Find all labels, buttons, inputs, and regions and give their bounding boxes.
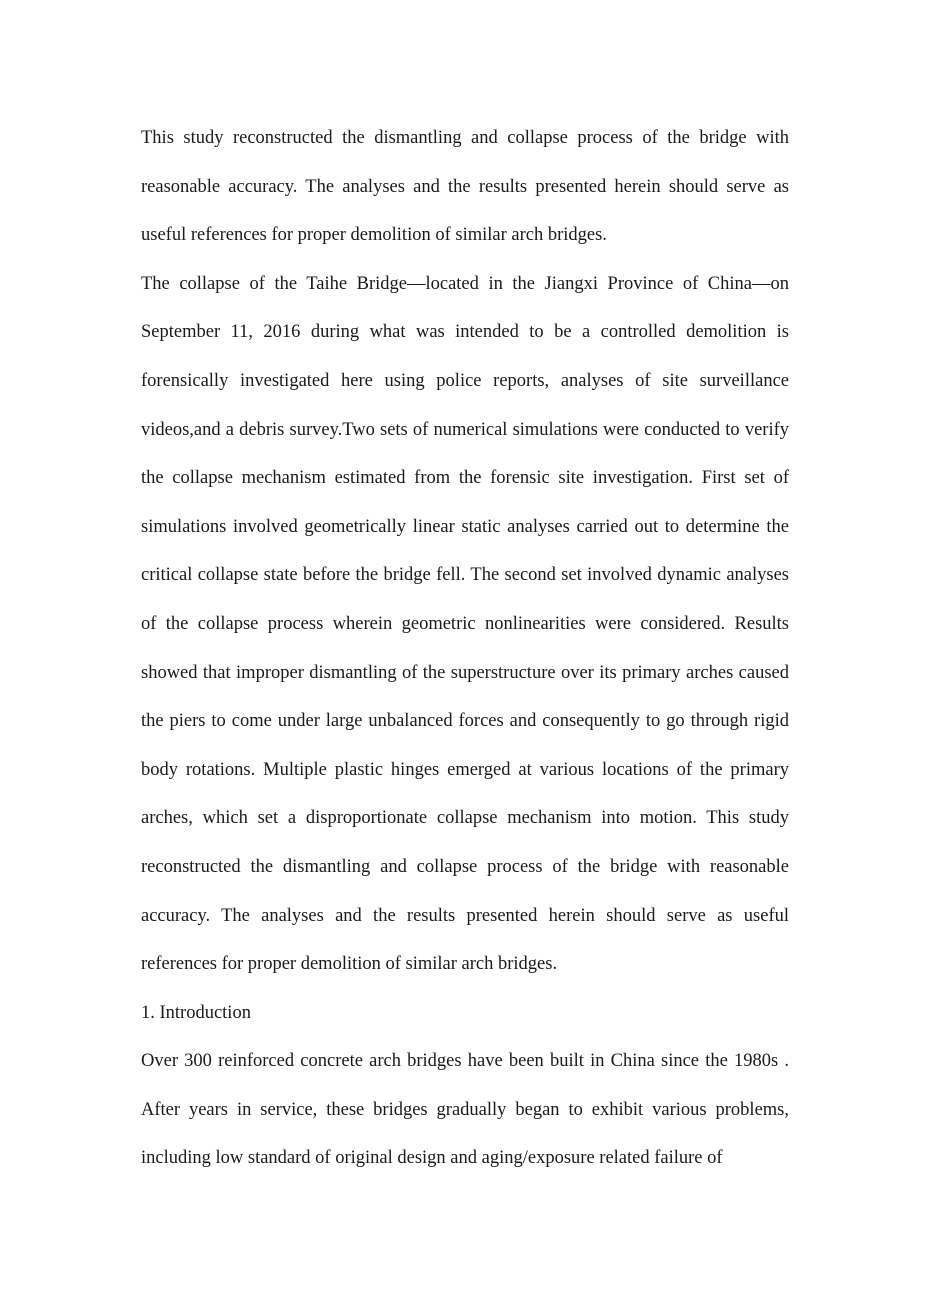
intro-paragraph: Over 300 reinforced concrete arch bridges have been built in China since the 1980s . After years in service, these bridges gradually began to exhibit various problems, including low standard of original design and aging/exposure related failure of: [141, 1051, 789, 1169]
section-heading: 1. Introduction: [141, 1002, 251, 1023]
abstract-paragraph: The collapse of the Taihe Bridge—located in the Jiangxi Province of China—on September 11, 2016 during what was intended to be a controlled demolition is forensically investigated here using police reports, analyses of site surveillance videos,and a debris survey.Two sets of numerical simulations were conducted to verify the collapse mechanism estimated from the forensic site investigation. First set of simulations involved geometrically linear static analyses carried out to determine the critical collapse state before the bridge fell. The second set involved dynamic analyses of the collapse process wherein geometric nonlinearities were considered. Results showed that improper dismantling of the superstructure over its primary arches caused the piers to come under large unbalanced forces and consequently to go through rigid body rotations. Multiple plastic hinges emerged at various locations of the primary arches, which set a disproportionate collapse mechanism into motion. This study reconstructed the dismantling and collapse process of the bridge with reasonable accuracy. The analyses and the results presented herein should serve as useful references for proper demolition of similar arch bridges.: [141, 273, 789, 975]
summary-paragraph: This study reconstructed the dismantling and collapse process of the bridge with reasonable accuracy. The analyses and the results presented herein should serve as useful references for proper demolition of similar arch bridges.: [141, 128, 789, 246]
body-text: [141, 114, 789, 1183]
